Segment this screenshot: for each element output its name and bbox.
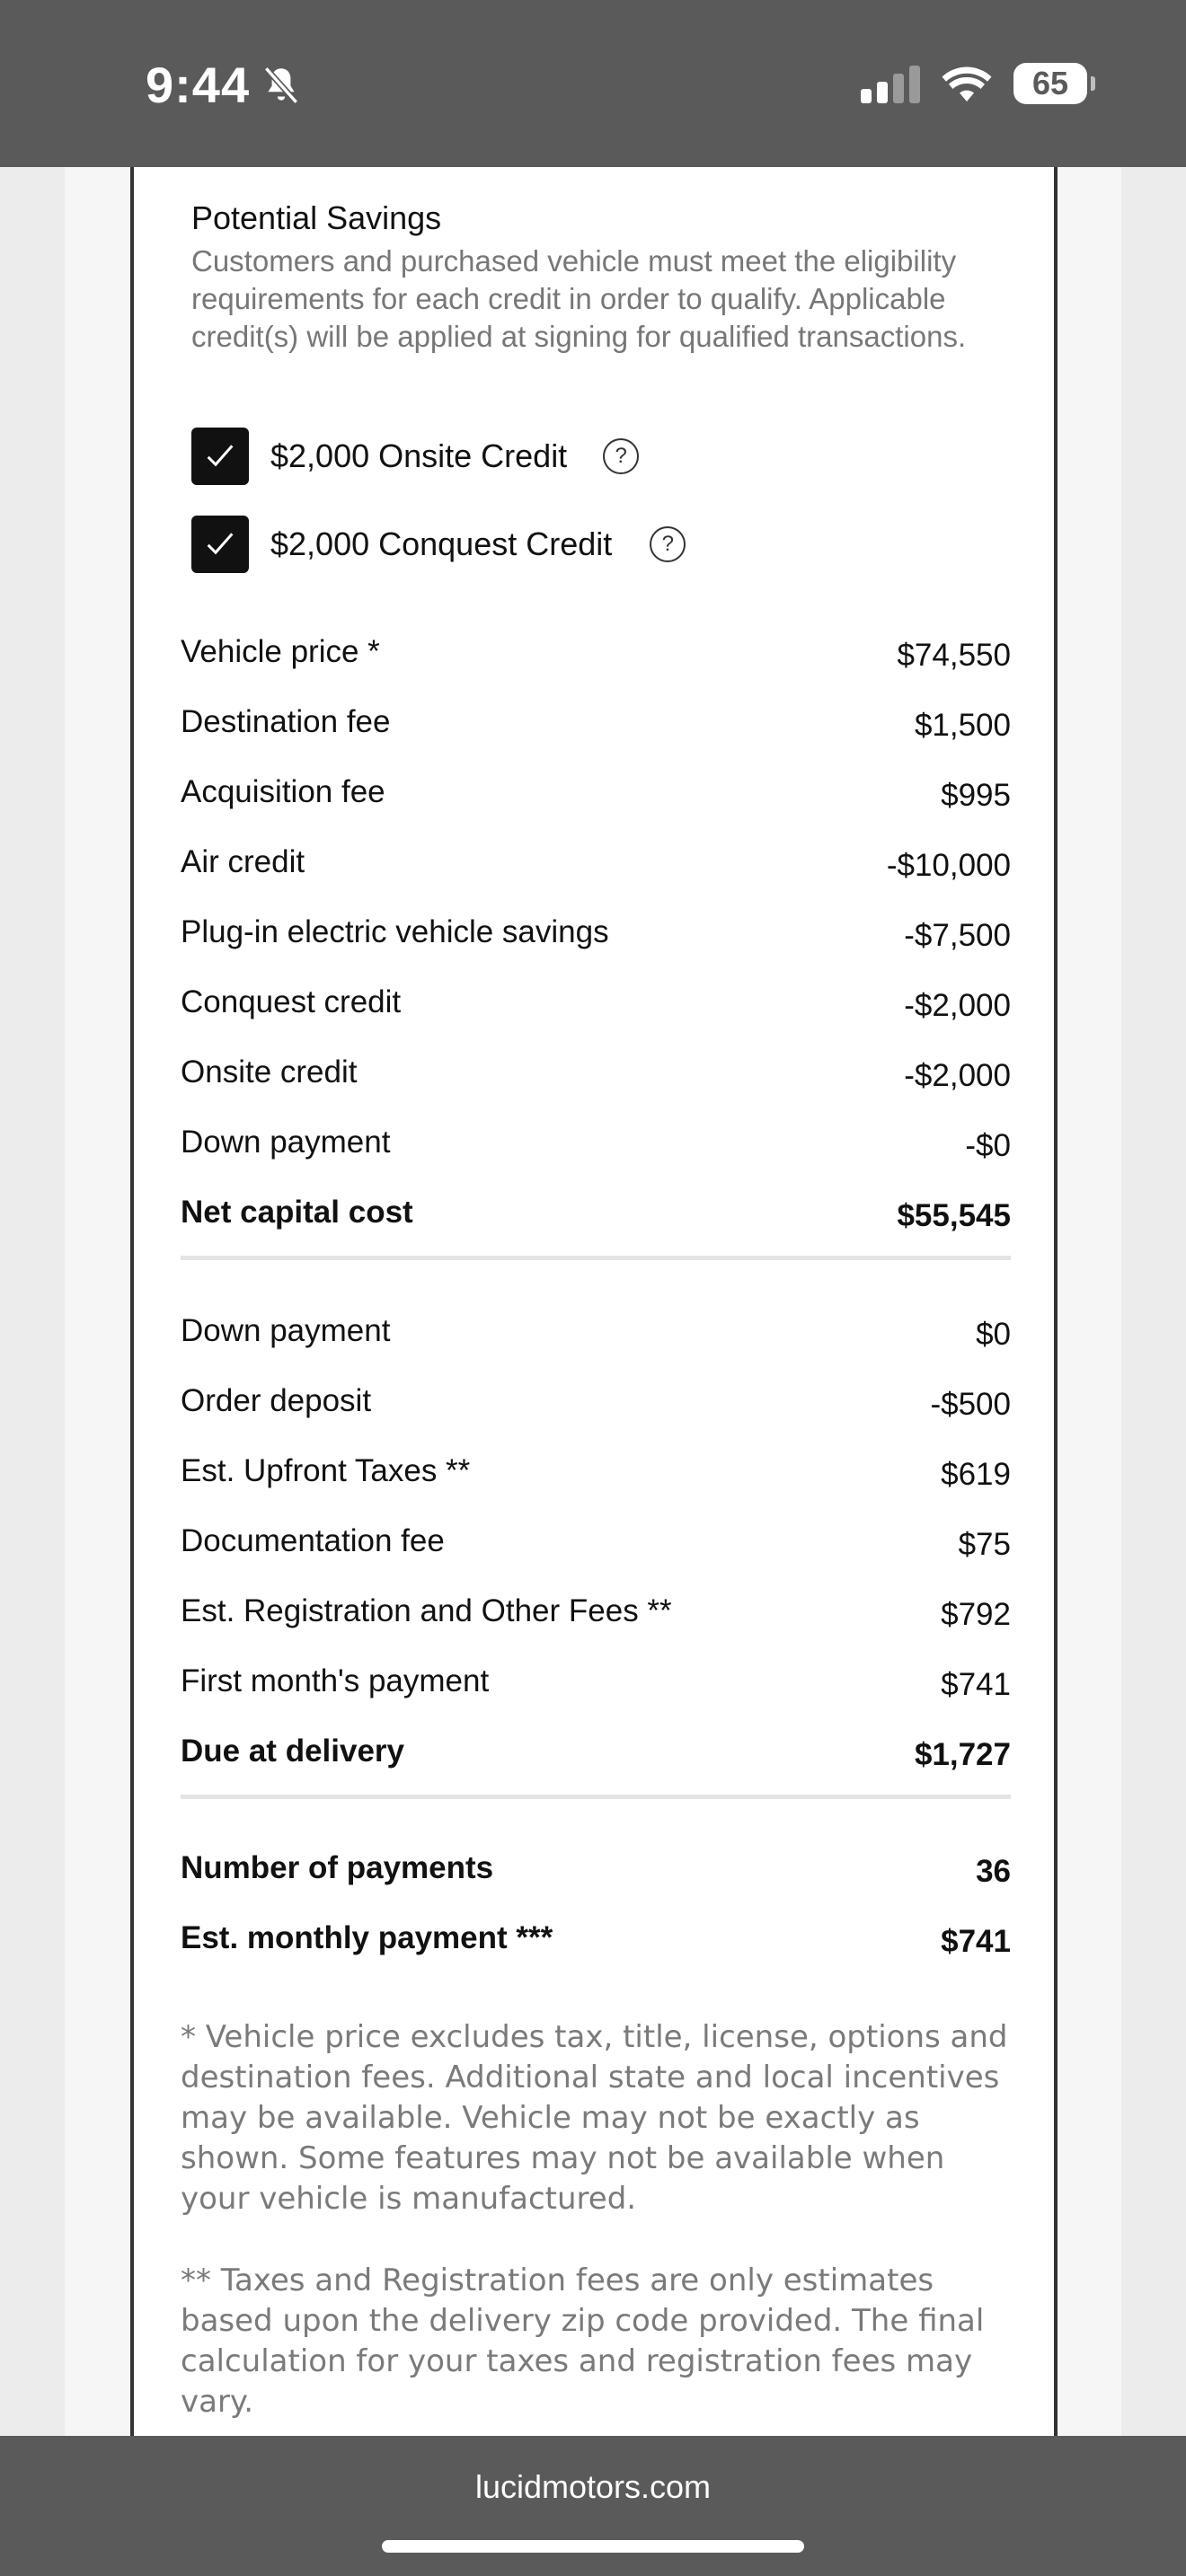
wifi-icon <box>940 63 994 104</box>
section-divider <box>181 1795 1011 1799</box>
status-bar <box>0 0 1186 167</box>
table-row <box>181 984 1011 1024</box>
savings-title: Potential Savings <box>191 199 442 236</box>
table-row <box>181 774 1011 814</box>
status-indicators <box>861 63 1087 104</box>
row-label: Down payment <box>181 1125 391 1160</box>
help-icon[interactable]: ? <box>650 526 686 562</box>
conquest-credit-checkbox-row[interactable] <box>191 516 686 573</box>
disclaimer-notes <box>181 2017 1011 2464</box>
row-label: Down payment <box>181 1313 391 1348</box>
row-value: -$0 <box>965 1128 1011 1163</box>
table-row <box>181 1313 1011 1353</box>
onsite-credit-label: $2,000 Onsite Credit <box>270 437 568 474</box>
checkmark-icon <box>202 526 238 562</box>
conquest-credit-checkbox[interactable] <box>191 516 249 573</box>
battery-icon <box>1013 63 1087 104</box>
section-divider <box>181 1256 1011 1260</box>
net-capital-cost-row <box>181 1195 1011 1234</box>
table-row <box>181 634 1011 674</box>
table-row <box>181 1453 1011 1493</box>
table-row <box>181 1523 1011 1563</box>
row-value: 36 <box>976 1854 1011 1889</box>
conquest-credit-label: $2,000 Conquest Credit <box>270 525 613 562</box>
row-label: Net capital cost <box>181 1195 413 1230</box>
help-icon[interactable]: ? <box>603 438 639 474</box>
row-value: -$10,000 <box>886 848 1011 883</box>
table-row <box>181 914 1011 954</box>
table-row <box>181 1054 1011 1094</box>
taxes-note: ** Taxes and Registration fees are only estimates based upon the delivery zip code provided. The final calculation for your taxes and registration fees may vary. <box>181 2263 985 2420</box>
row-label: Destination fee <box>181 704 391 739</box>
row-label: Plug-in electric vehicle savings <box>181 914 609 949</box>
time-text: 9:44 <box>146 57 251 113</box>
cellular-signal-icon <box>861 64 920 103</box>
row-value: $1,727 <box>914 1737 1011 1772</box>
savings-description: Customers and purchased vehicle must meet the eligibility requirements for each credit in order to qualify. Applicable credit(s) will be applied at signing for qualified transactions. <box>191 244 967 353</box>
row-value: $0 <box>976 1317 1011 1352</box>
row-value: $1,500 <box>914 708 1011 743</box>
table-row <box>181 1593 1011 1633</box>
number-of-payments-row <box>181 1850 1011 1890</box>
bell-muted-icon <box>259 63 304 108</box>
row-label: Conquest credit <box>181 984 402 1019</box>
row-label: Order deposit <box>181 1383 372 1418</box>
row-value: $74,550 <box>897 638 1011 673</box>
row-label: Est. monthly payment *** <box>181 1920 553 1955</box>
row-label: Est. Registration and Other Fees ** <box>181 1593 672 1628</box>
row-value: -$7,500 <box>904 918 1011 953</box>
monthly-payment-row <box>181 1920 1011 1960</box>
table-row <box>181 1383 1011 1423</box>
table-row <box>181 1663 1011 1703</box>
table-row <box>181 704 1011 744</box>
home-indicator[interactable] <box>382 2540 804 2553</box>
row-label: Acquisition fee <box>181 774 385 809</box>
battery-level: 65 <box>1031 65 1069 101</box>
vehicle-price-note: * Vehicle price excludes tax, title, license, options and destination fees. Additional state and local incentives may be available. Vehicle may not be exactly as shown. Some features may not be available when your vehicle is manufactured. <box>181 2019 1008 2217</box>
row-label: Number of payments <box>181 1850 494 1885</box>
checkmark-icon <box>202 438 238 474</box>
row-label: Documentation fee <box>181 1523 445 1558</box>
pricing-card <box>130 167 1058 2436</box>
due-at-delivery-row <box>181 1734 1011 1773</box>
row-value: $75 <box>958 1527 1011 1562</box>
row-label: Due at delivery <box>181 1734 404 1769</box>
potential-savings <box>191 199 982 356</box>
row-value: $55,545 <box>897 1198 1011 1233</box>
row-value: $619 <box>941 1457 1011 1492</box>
row-value: -$500 <box>930 1387 1011 1422</box>
row-value: -$2,000 <box>904 988 1011 1023</box>
row-label: Air credit <box>181 844 305 879</box>
row-label: Est. Upfront Taxes ** <box>181 1453 471 1488</box>
row-value: $995 <box>941 778 1011 813</box>
row-label: Vehicle price * <box>181 634 380 669</box>
row-label: Onsite credit <box>181 1054 358 1090</box>
url-bar[interactable]: lucidmotors.com <box>474 2468 712 2505</box>
onsite-credit-checkbox-row[interactable] <box>191 428 639 485</box>
row-value: $741 <box>941 1924 1011 1959</box>
table-row <box>181 844 1011 884</box>
row-value: -$2,000 <box>904 1058 1011 1093</box>
status-time <box>146 56 304 114</box>
row-value: $792 <box>941 1597 1011 1632</box>
row-label: First month's payment <box>181 1663 490 1698</box>
onsite-credit-checkbox[interactable] <box>191 428 249 485</box>
table-row <box>181 1125 1011 1164</box>
row-value: $741 <box>941 1667 1011 1702</box>
browser-bottom-bar <box>0 2436 1186 2576</box>
